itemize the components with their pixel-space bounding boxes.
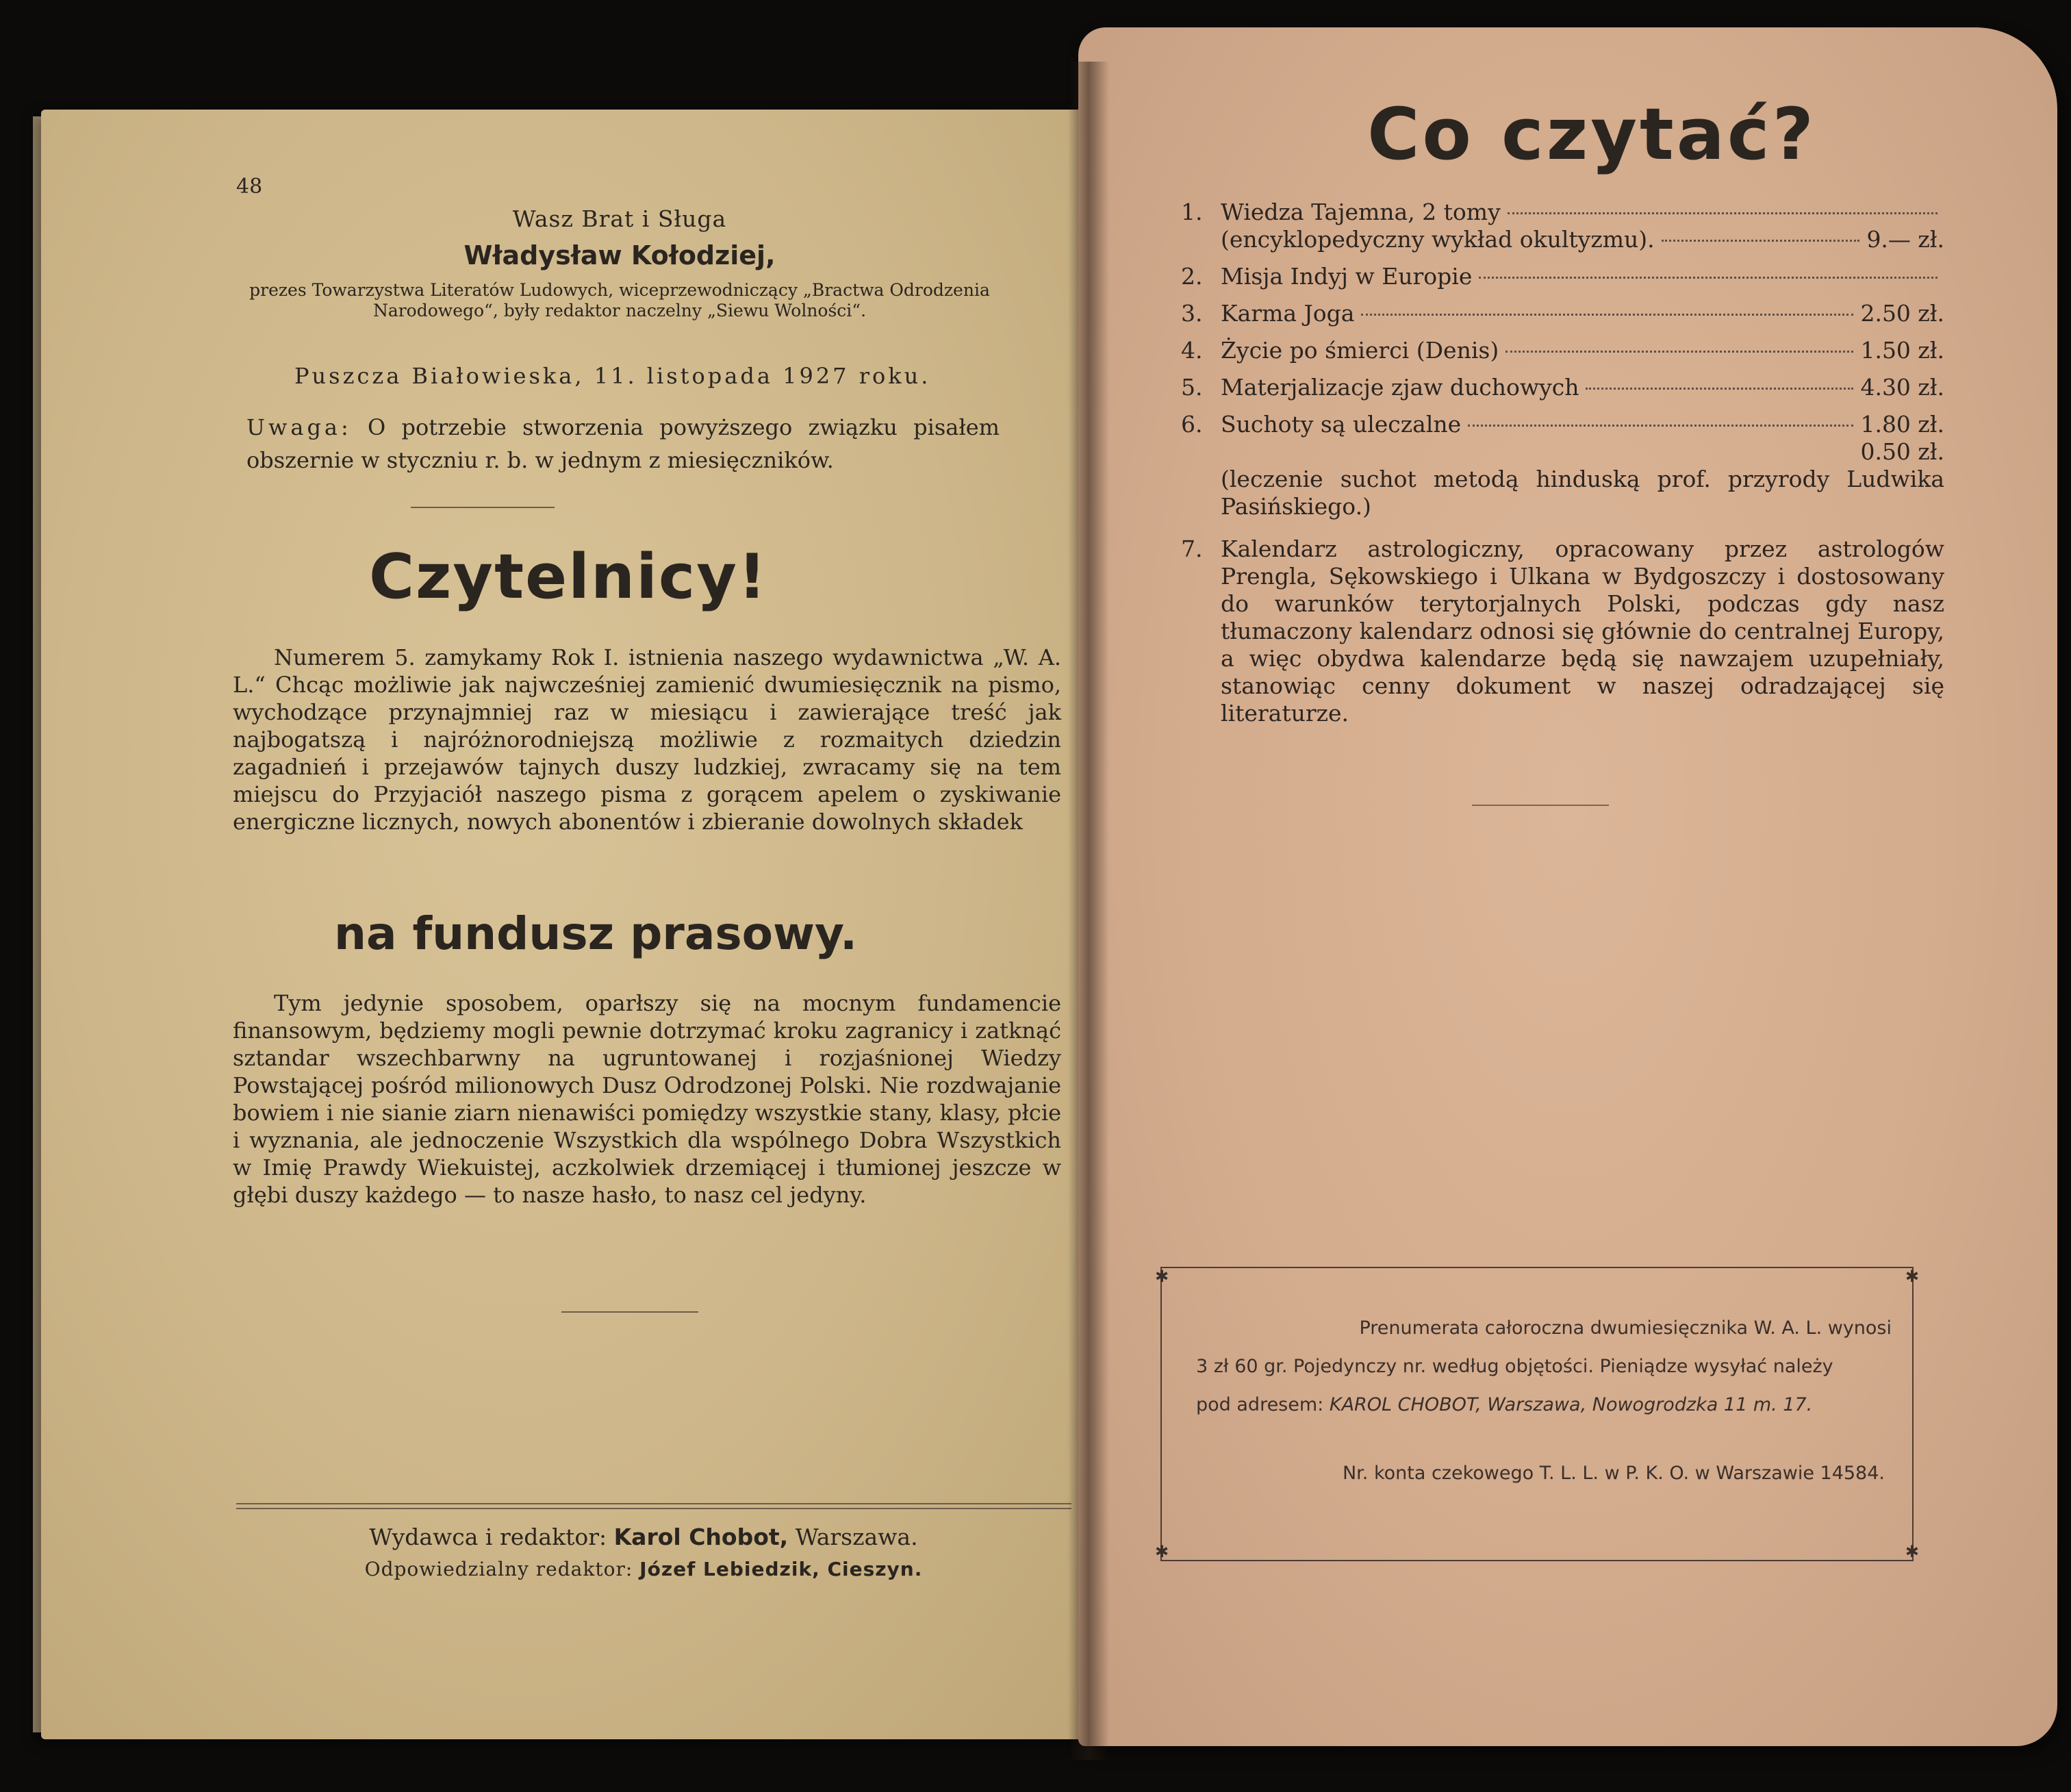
publisher-label: Wydawca i redaktor: (369, 1524, 607, 1550)
list-item (1181, 199, 1944, 253)
leader-dots (1505, 351, 1853, 353)
author-title: prezes Towarzystwa Literatów Ludowych, wiceprzewodniczący „Bractwa Odrodzenia Narodowego“, były redaktor naczelny „Siewu Wolności“. (249, 280, 990, 320)
item-title: Karma Joga (1221, 300, 1355, 327)
right-page (1078, 27, 2057, 1746)
heading-readers: Czytelnicy! (369, 541, 767, 613)
list-item (1181, 411, 1944, 520)
item-number: 3. (1181, 300, 1203, 327)
leader-dots (1508, 212, 1937, 214)
item-price: 9.— zł. (1866, 226, 1944, 253)
corner-star-icon: ✱ (1905, 1542, 1919, 1561)
item-number: 5. (1181, 374, 1203, 401)
item-desc: (encyklopedyczny wykład okultyzmu). (1221, 226, 1655, 253)
left-page (41, 110, 1095, 1739)
list-item (1181, 263, 1944, 290)
corner-star-icon: ✱ (1155, 1267, 1169, 1286)
publisher-city: Warszawa. (795, 1524, 918, 1550)
responsible-label: Odpowiedzialny redaktor: (364, 1558, 633, 1580)
leader-dots (1479, 277, 1937, 279)
divider (1472, 805, 1609, 806)
footer-rule (236, 1503, 1071, 1509)
subscription-line-2: 3 zł 60 gr. Pojedynczy nr. według objętości. Pieniądze wysyłać należy (1196, 1356, 1833, 1377)
responsible-line (233, 1558, 1054, 1580)
item-title: Materjalizacje zjaw duchowych (1221, 374, 1579, 401)
paragraph-2: Tym jedynie sposobem, oparłszy się na mocnym fundamencie finansowym, będziemy mogli pewnie dotrzymać kroku zagranicy i zatknąć sztandar wszechbarwny na ugruntowanej i rozjaśnionej Wiedzy Powstającej pośród milionowych Dusz Odrodzonej Polski. Nie rozdwajanie bowiem i nie sianie ziarn nienawiści pomiędzy wszystkie stany, klasy, płcie i wyznania, ale jednoczenie Wszystkich dla wspólnego Dobra Wszystkich w Imię Prawdy Wiekuistej, aczkolwiek drzemiącej i tłumionej jeszcze w głębi duszy każdego — to nasze hasło, to nasz cel jedyny. (233, 990, 1061, 1208)
note-lead: Uwaga: (246, 414, 352, 440)
leader-dots (1662, 240, 1860, 242)
paragraph-1: Numerem 5. zamykamy Rok I. istnienia naszego wydawnictwa „W. A. L.“ Chcąc możliwie jak najwcześniej zamienić dwumiesięcznik na pismo, wychodzące przynajmniej raz w miesiącu i zawierające treść jak najbogatszą i najróżnorodniejszą możliwie z rozmaitych dziedzin zagadnień i przejawów tajnych duszy ludzkiej, zwracamy się na tem miejscu do Przyjaciół naszego pisma z gorącem apelem o zyskiwanie energiczne licznych, nowych abonentów i zbieranie dowolnych składek (233, 644, 1061, 835)
leader-dots (1586, 388, 1853, 390)
author-name: Władysław Kołodziej, (463, 240, 776, 270)
divider (561, 1311, 698, 1313)
list-item (1181, 374, 1944, 401)
heading-fund: na fundusz prasowy. (333, 907, 858, 960)
item-price: 1.50 zł. (1860, 337, 1944, 364)
item-desc: (leczenie suchot metodą hinduską prof. przyrody Ludwika Pasińskiego.) (1221, 466, 1944, 520)
responsible-name: Józef Lebiedzik, Cieszyn. (639, 1558, 923, 1580)
item-number: 4. (1181, 337, 1203, 364)
list-item (1181, 535, 1944, 727)
subscription-box (1155, 1267, 1919, 1561)
leader-dots (1468, 425, 1853, 427)
item-price-2: 0.50 zł. (1860, 438, 1944, 465)
sign-off (226, 205, 1013, 321)
book-list (1181, 199, 1944, 737)
page-number: 48 (236, 175, 263, 199)
corner-star-icon: ✱ (1905, 1267, 1919, 1286)
item-price: 2.50 zł. (1860, 300, 1944, 327)
publisher-name: Karol Chobot, (613, 1524, 789, 1550)
address-value: KAROL CHOBOT, Warszawa, Nowogrodzka 11 m. 17. (1329, 1394, 1813, 1415)
list-item (1181, 300, 1944, 327)
item-title: Życie po śmierci (Denis) (1221, 337, 1499, 364)
subscription-line-1: Prenumerata całoroczna dwumiesięcznika W. A. L. wynosi (1359, 1317, 1892, 1339)
item-price: 1.80 zł. (1860, 411, 1944, 438)
item-desc: Kalendarz astrologiczny, opracowany przez astrologów Prengla, Sękowskiego i Ulkana w Bydgoszczy i dostosowany do warunków terytorjalnych Polski, podczas gdy nasz tłumaczony kalendarz odnosi się głównie do centralnej Europy, a więc obydwa kalendarze będą się nawzajem uzupełniały, stanowiąc cenny dokument w naszej odradzającej się literaturze. (1221, 535, 1944, 727)
publisher-line (233, 1524, 1054, 1550)
list-item (1181, 337, 1944, 364)
place-date: Puszcza Białowieska, 11. listopada 1927 roku. (294, 363, 931, 389)
note-text: O potrzebie stworzenia powyższego związku pisałem obszernie w styczniu r. b. w jednym z miesięczników. (246, 414, 1000, 473)
item-number: 6. (1181, 411, 1203, 438)
item-price: 4.30 zł. (1860, 374, 1944, 401)
book-gutter (1068, 62, 1109, 1760)
divider (411, 507, 555, 508)
address-prefix: pod adresem: (1196, 1394, 1324, 1415)
account-number: Nr. konta czekowego T. L. L. w P. K. O. w Warszawie 14584. (1342, 1463, 1885, 1484)
note (246, 411, 1000, 477)
item-number: 1. (1181, 199, 1203, 225)
closing-line: Wasz Brat i Sługa (512, 205, 727, 232)
item-title: Wiedza Tajemna, 2 tomy (1221, 199, 1501, 225)
heading-what-to-read: Co czytać? (1367, 92, 1816, 176)
corner-star-icon: ✱ (1155, 1542, 1169, 1561)
item-number: 7. (1181, 535, 1203, 562)
item-title: Misja Indyj w Europie (1221, 263, 1473, 290)
item-number: 2. (1181, 263, 1203, 290)
leader-dots (1361, 314, 1853, 316)
subscription-address (1196, 1386, 1892, 1424)
item-title: Suchoty są uleczalne (1221, 411, 1462, 438)
